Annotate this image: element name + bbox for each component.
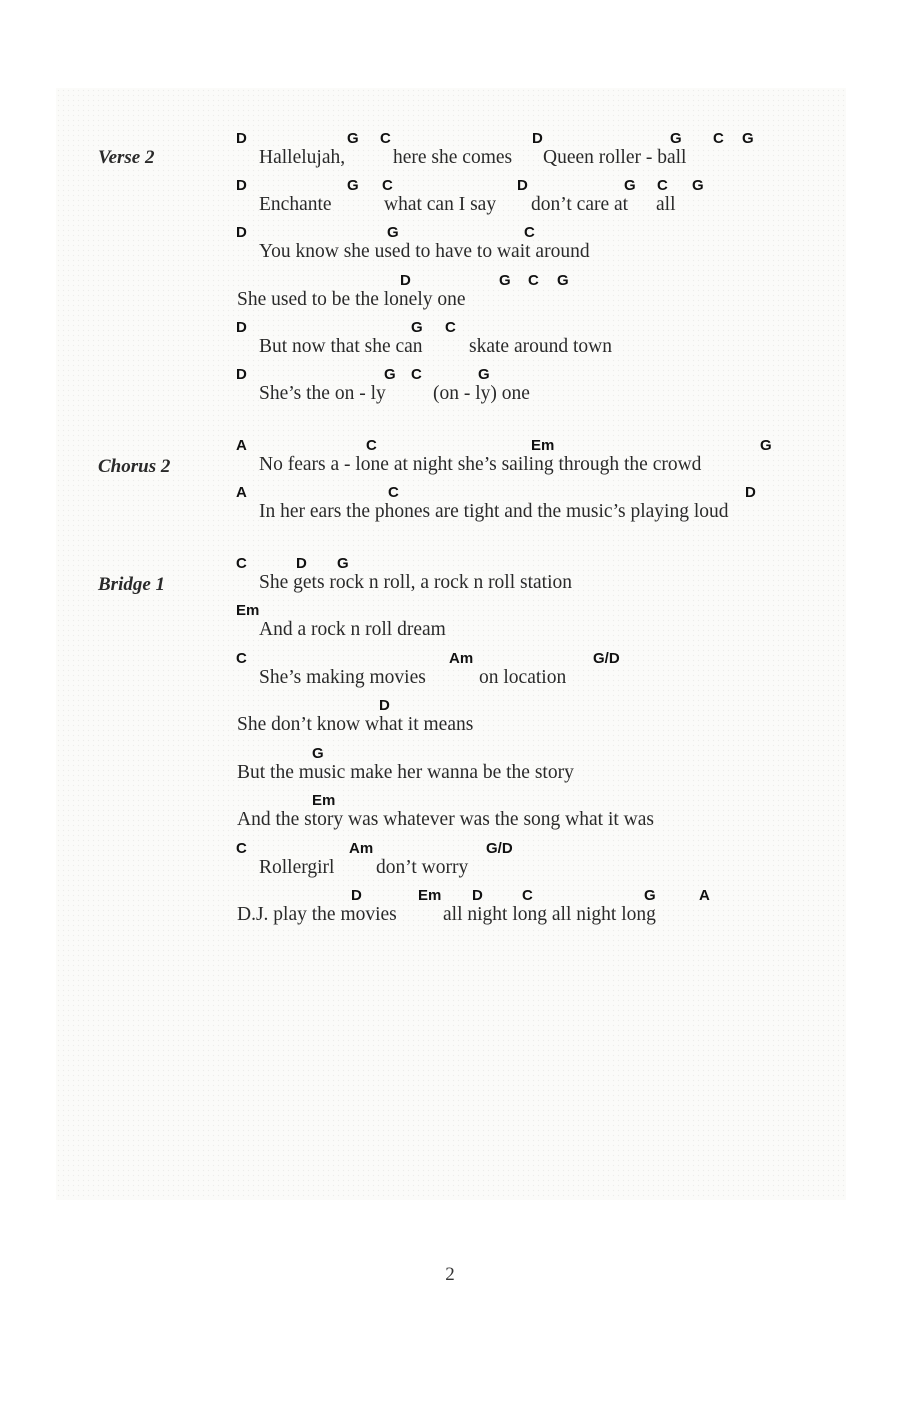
chord: Em — [312, 792, 336, 809]
lyric: And the story was whatever was the song what it was — [237, 809, 654, 830]
chord: G — [557, 272, 569, 289]
chord: G — [644, 887, 656, 904]
chord: Em — [236, 602, 260, 619]
chord: G — [692, 177, 704, 194]
chord: C — [236, 840, 247, 857]
lyric: She’s making movies — [259, 667, 426, 688]
chord: C — [382, 177, 393, 194]
chord: D — [745, 484, 756, 501]
chord: G — [624, 177, 636, 194]
chord: C — [366, 437, 377, 454]
chord: G — [347, 130, 359, 147]
chord: C — [528, 272, 539, 289]
chord: C — [411, 366, 422, 383]
chord: G/D — [486, 840, 513, 857]
section-label-chorus-2: Chorus 2 — [98, 456, 171, 477]
chord: D — [296, 555, 307, 572]
lyric: here she comes — [393, 147, 513, 168]
lyric: Hallelujah, — [259, 147, 346, 168]
lyric: But now that she can — [259, 336, 423, 357]
chord: G — [742, 130, 754, 147]
chord: Em — [531, 437, 555, 454]
chord: A — [236, 437, 247, 454]
chord: D — [236, 224, 247, 241]
chord: Am — [349, 840, 374, 857]
chord: D — [472, 887, 483, 904]
chord: G — [384, 366, 396, 383]
lyric: Enchante — [259, 194, 332, 215]
chord: D — [351, 887, 362, 904]
chord: G — [670, 130, 682, 147]
chord: A — [699, 887, 710, 904]
chord: C — [522, 887, 533, 904]
chord: C — [657, 177, 668, 194]
chord: G — [411, 319, 423, 336]
chord: C — [713, 130, 724, 147]
lyric: all — [656, 194, 676, 215]
chord: C — [445, 319, 456, 336]
lyric: all night long all night long — [443, 904, 656, 925]
chord: D — [400, 272, 411, 289]
lyric: In her ears the phones are tight and the music’s playing loud — [259, 501, 729, 522]
lyric: You know she used to have to wait around — [259, 241, 590, 262]
lyric: don’t care at — [531, 194, 629, 215]
chord: D — [236, 366, 247, 383]
lyric: what can I say — [384, 194, 497, 215]
chord: Em — [418, 887, 442, 904]
chord: C — [236, 555, 247, 572]
chord: D — [236, 319, 247, 336]
chord: C — [236, 650, 247, 667]
chord: G/D — [593, 650, 620, 667]
lyric: Queen roller - ball — [543, 147, 687, 168]
chord: G — [760, 437, 772, 454]
section-label-verse-2: Verse 2 — [98, 147, 155, 168]
lyric: (on - ly) one — [433, 383, 530, 404]
lyric: on location — [479, 667, 567, 688]
lyric: No fears a - lone at night she’s sailing through the crowd — [259, 454, 702, 475]
chord: D — [532, 130, 543, 147]
lyric: skate around town — [469, 336, 612, 357]
chord: D — [379, 697, 390, 714]
lyric: don’t worry — [376, 857, 469, 878]
chord: G — [312, 745, 324, 762]
chord: G — [337, 555, 349, 572]
page-number: 2 — [445, 1264, 455, 1285]
chord: C — [380, 130, 391, 147]
chord: D — [517, 177, 528, 194]
chord: C — [388, 484, 399, 501]
lyric: But the music make her wanna be the story — [237, 762, 574, 783]
chord: G — [387, 224, 399, 241]
chord: G — [499, 272, 511, 289]
lyric: Rollergirl — [259, 857, 335, 878]
chord: C — [524, 224, 535, 241]
chord: A — [236, 484, 247, 501]
lyric: She gets rock n roll, a rock n roll station — [259, 572, 573, 593]
lyric: She used to be the lonely one — [237, 289, 466, 310]
lyric: She’s the on - ly — [259, 383, 386, 404]
chord: D — [236, 130, 247, 147]
lyric: She don’t know what it means — [237, 714, 474, 735]
chord: G — [347, 177, 359, 194]
lyric: D.J. play the movies — [237, 904, 397, 925]
chord: D — [236, 177, 247, 194]
lyric: And a rock n roll dream — [259, 619, 446, 640]
chord: Am — [449, 650, 474, 667]
section-label-bridge-1: Bridge 1 — [98, 574, 166, 595]
chord: G — [478, 366, 490, 383]
